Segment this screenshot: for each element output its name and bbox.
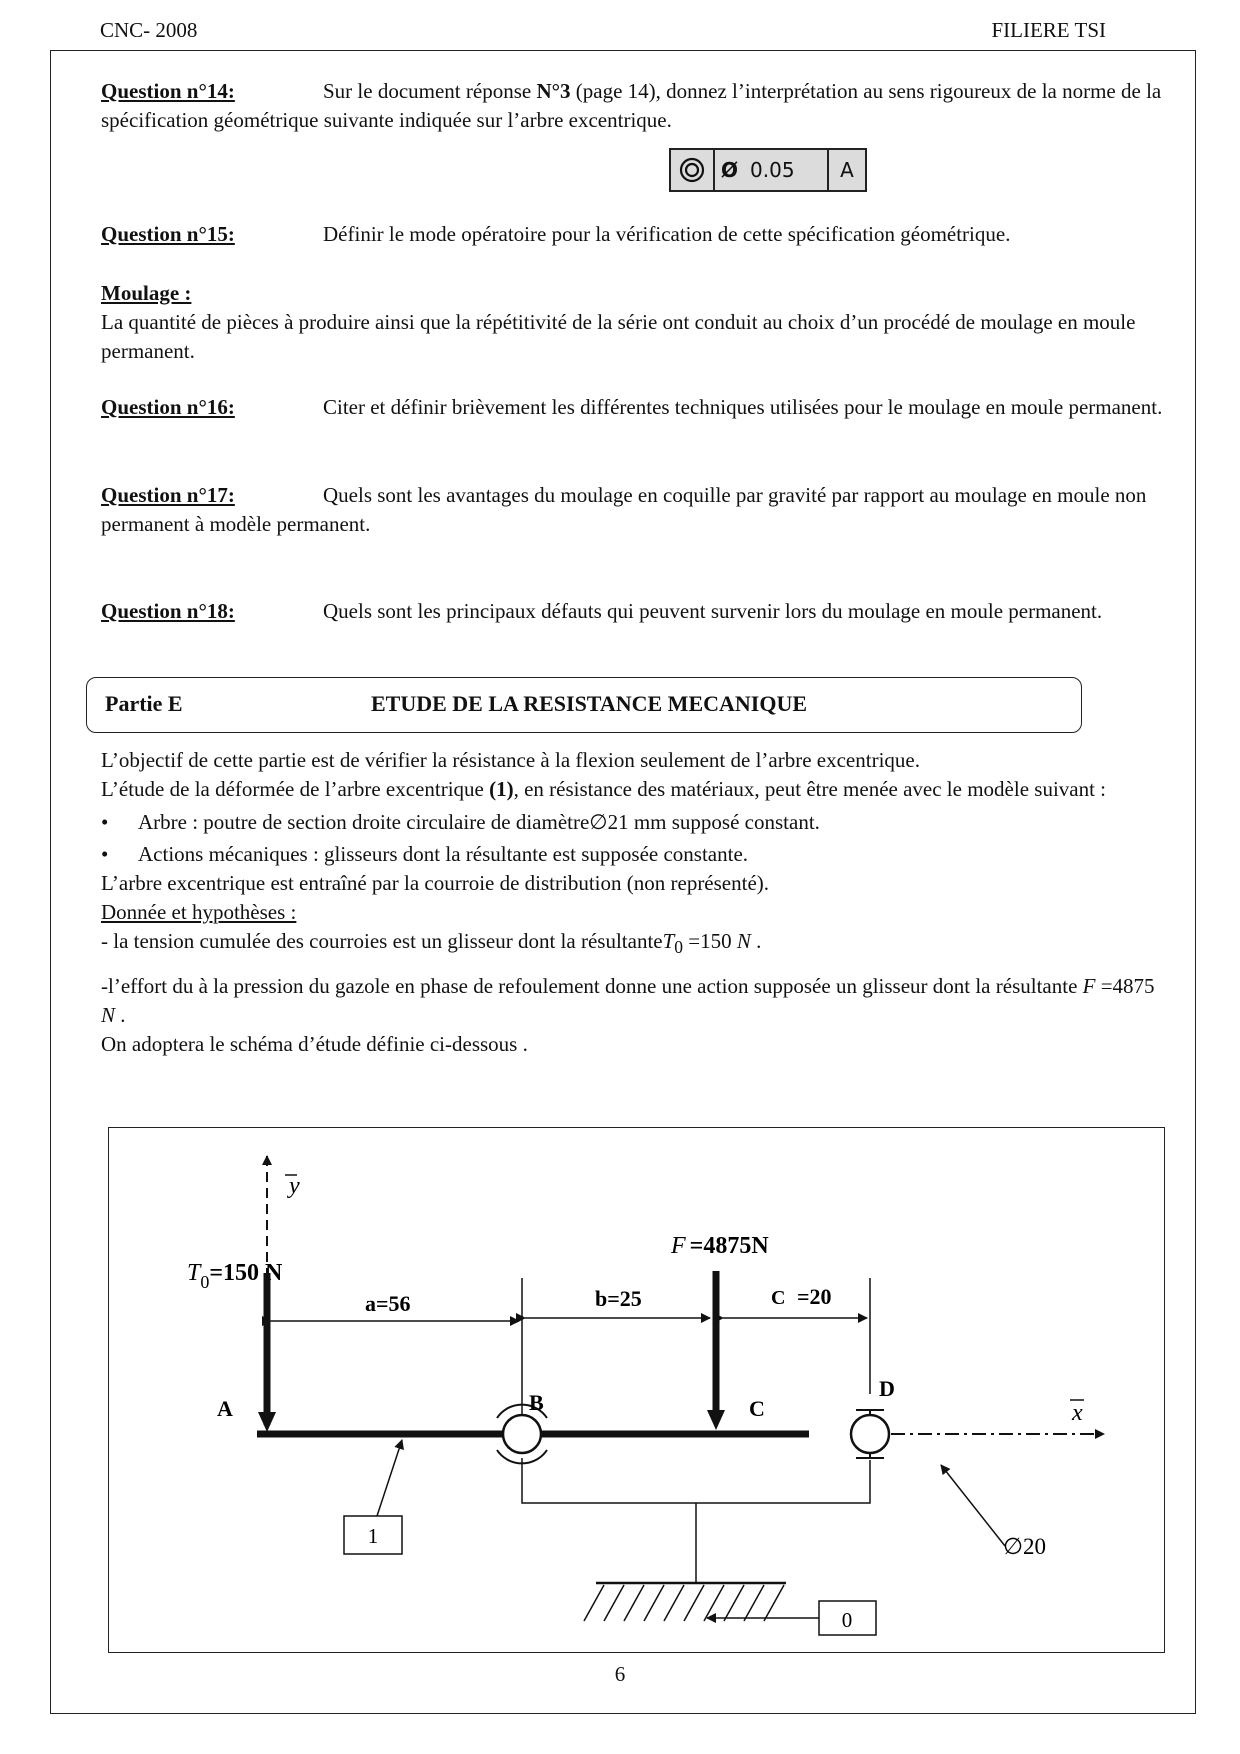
beam-diagram [109, 1128, 1163, 1651]
page-number: 6 [614, 1662, 626, 1686]
section-label: Partie E [105, 691, 183, 716]
header-left: CNC- 2008 [100, 18, 198, 42]
moulage-title: Moulage : [101, 281, 192, 305]
question-14: Question n°14: Sur le document réponse N°3 (page 14), donnez l’interprétation au sens rigoureux de la norme de la spécification géométrique suivante indiquée sur l’arbre excentrique. [101, 79, 1162, 132]
point-b-label: B [529, 1390, 544, 1415]
point-c-label: C [749, 1396, 765, 1421]
moulage-text: La quantité de pièces à produire ainsi que la répétitivité de la série ont conduit au choix d’un procédé de moulage en moule permanent. [101, 310, 1136, 363]
moulage-section [101, 279, 1166, 366]
tolerance-frame [669, 148, 867, 192]
point-d-label: D [879, 1376, 895, 1401]
section-body: L’objectif de cette partie est de vérifier la résistance à la flexion seulement de l’arbre excentrique. L’étude de la déformée de l’arbre excentrique (1), en résistance des matériaux, peut être menée avec le modèle suivant : • Arbre : poutre de section droite circulaire de diamètre∅21 mm supposé constant. • Actions mécaniques : glisseurs dont la résultante est supposée constante. L’arbre excentrique est entraîné par la courroie de distribution (non représenté). Donnée et hypothèses : - la tension cumulée des courroies est un glisseur dont la résultanteT$_0$ =150 N . -l’effort du à la pression du gazole en phase de refoulement donne une action supposée un glisseur dont la résultante F =4875 N . On adoptera le schéma d’étude définie ci-dessous . [101, 746, 1166, 1059]
list-item: • Actions mécaniques : glisseurs dont la résultante est supposée constante. [101, 840, 1166, 869]
point-a-label: A [217, 1396, 233, 1421]
datum-reference: A [840, 158, 854, 182]
list-item: • Arbre : poutre de section droite circulaire de diamètre∅21 mm supposé constant. [101, 808, 1166, 837]
support-d-ball [851, 1410, 889, 1458]
question-18: Question n°18: Quels sont les principaux défauts qui peuvent survenir lors du moulage en moule permanent. [101, 599, 1103, 623]
part-1-label: 1 [367, 1524, 379, 1548]
beam-diagram-figure [108, 1127, 1165, 1653]
part-0-label: 0 [841, 1608, 853, 1632]
question-15: Question n°15: Définir le mode opératoire pour la vérification de cette spécification géométrique. [101, 222, 1011, 246]
question-16: Question n°16: Citer et définir brièvement les différentes techniques utilisées pour le moulage en moule permanent. [101, 395, 1163, 419]
frame-link [522, 1458, 870, 1503]
diameter-label: ∅20 [1003, 1534, 1047, 1559]
section-title: ETUDE DE LA RESISTANCE MECANIQUE [371, 691, 808, 716]
section-header-box [86, 677, 1082, 733]
t0-label: $T_0=150$ N [187, 1260, 283, 1292]
donnee-title: Donnée et hypothèses : [101, 900, 297, 924]
dimension-c-value: =20 [797, 1284, 832, 1309]
dimension-b-label: b=25 [595, 1286, 642, 1311]
question-17: Question n°17: Quels sont les avantages du moulage en coquille par gravité par rapport au moulage en moule non permanent à modèle permanent. [101, 483, 1147, 536]
x-axis-label: x [1072, 1400, 1083, 1426]
question-14-label: Question n°14: [101, 79, 235, 103]
dimension-c-letter: C [771, 1287, 786, 1309]
f-label: F =4875N [671, 1233, 769, 1259]
y-axis-label: y [289, 1173, 300, 1199]
header-right: FILIERE TSI [991, 18, 1106, 42]
ground-hatch [584, 1585, 784, 1621]
dimension-a-label: a=56 [365, 1291, 411, 1316]
concentricity-icon [671, 150, 715, 190]
tolerance-value: Ø 0.05 [715, 150, 829, 190]
diameter-symbol: Ø [721, 158, 739, 182]
